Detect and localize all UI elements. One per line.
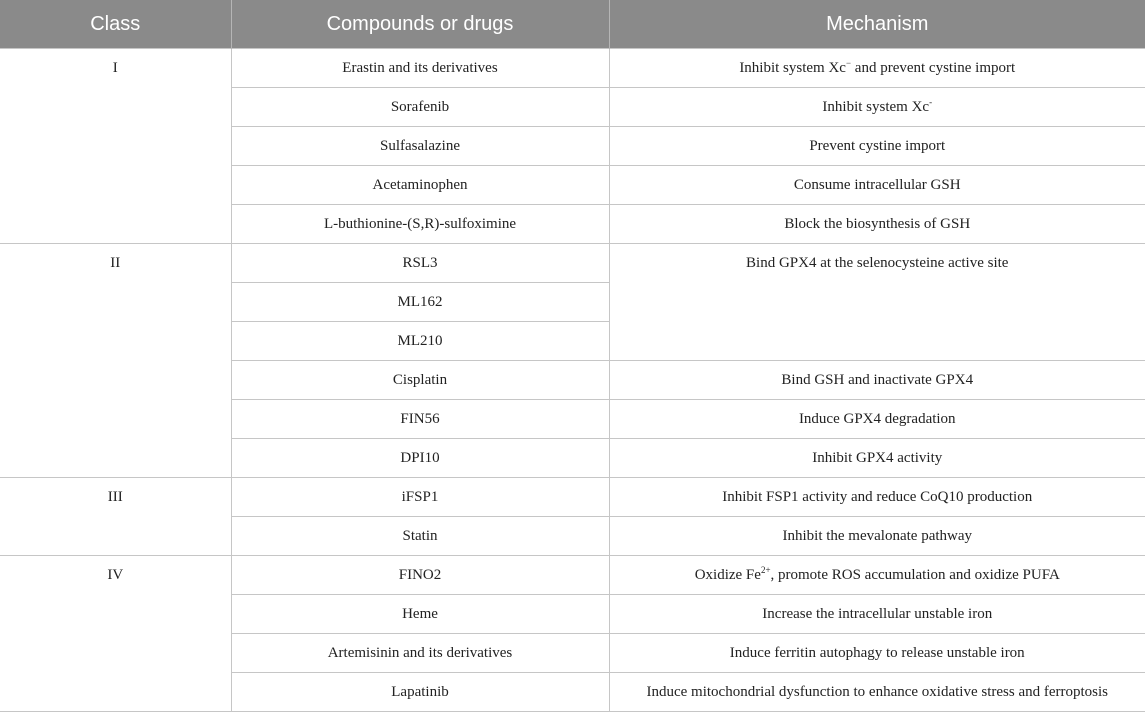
compound-cell: Statin <box>231 517 609 556</box>
class-cell: IV <box>0 556 231 712</box>
table-row <box>0 556 1145 595</box>
table-row <box>0 478 1145 517</box>
header-compounds: Compounds or drugs <box>231 0 609 49</box>
superscript: 2+ <box>760 565 771 575</box>
class-cell: III <box>0 478 231 556</box>
superscript: − <box>845 58 852 68</box>
mechanism-cell: Bind GSH and inactivate GPX4 <box>609 361 1145 400</box>
mechanism-cell: Inhibit FSP1 activity and reduce CoQ10 production <box>609 478 1145 517</box>
mechanism-cell: Increase the intracellular unstable iron <box>609 595 1145 634</box>
compound-cell: L-buthionine-(S,R)-sulfoximine <box>231 205 609 244</box>
compound-cell: Artemisinin and its derivatives <box>231 634 609 673</box>
header-class: Class <box>0 0 231 49</box>
table-header <box>0 0 1145 49</box>
mechanism-cell: Consume intracellular GSH <box>609 166 1145 205</box>
mechanism-cell <box>609 49 1145 88</box>
mechanism-cell: Induce mitochondrial dysfunction to enhance oxidative stress and ferroptosis <box>609 673 1145 712</box>
compound-cell: ML210 <box>231 322 609 361</box>
header-mechanism: Mechanism <box>609 0 1145 49</box>
mechanism-cell: Bind GPX4 at the selenocysteine active site <box>609 244 1145 361</box>
compound-cell: FIN56 <box>231 400 609 439</box>
compound-cell: Cisplatin <box>231 361 609 400</box>
mechanism-cell <box>609 556 1145 595</box>
table-row <box>0 244 1145 283</box>
mechanism-cell: Inhibit GPX4 activity <box>609 439 1145 478</box>
mechanism-cell: Induce ferritin autophagy to release unstable iron <box>609 634 1145 673</box>
compound-cell: Sulfasalazine <box>231 127 609 166</box>
compound-cell: FINO2 <box>231 556 609 595</box>
mechanism-text: Inhibit system Xc <box>822 99 930 115</box>
superscript: - <box>929 97 933 107</box>
mechanism-cell: Inhibit the mevalonate pathway <box>609 517 1145 556</box>
mechanism-cell: Induce GPX4 degradation <box>609 400 1145 439</box>
class-cell: I <box>0 49 231 244</box>
compound-cell: ML162 <box>231 283 609 322</box>
class-cell: II <box>0 244 231 478</box>
table-row <box>0 49 1145 88</box>
mechanism-text: Oxidize Fe <box>694 567 761 583</box>
compound-cell: Erastin and its derivatives <box>231 49 609 88</box>
compound-cell: iFSP1 <box>231 478 609 517</box>
compound-cell: DPI10 <box>231 439 609 478</box>
header-row <box>0 0 1145 49</box>
compound-cell: Acetaminophen <box>231 166 609 205</box>
mechanism-text: and prevent cystine import <box>851 60 1016 76</box>
mechanism-cell: Block the biosynthesis of GSH <box>609 205 1145 244</box>
mechanism-text: Inhibit system Xc <box>739 60 846 76</box>
table-body <box>0 49 1145 712</box>
mechanism-cell <box>609 88 1145 127</box>
compound-cell: Heme <box>231 595 609 634</box>
compound-cell: RSL3 <box>231 244 609 283</box>
mechanism-text: , promote ROS accumulation and oxidize PUFA <box>770 567 1060 583</box>
compound-cell: Lapatinib <box>231 673 609 712</box>
mechanism-cell: Prevent cystine import <box>609 127 1145 166</box>
compound-cell: Sorafenib <box>231 88 609 127</box>
